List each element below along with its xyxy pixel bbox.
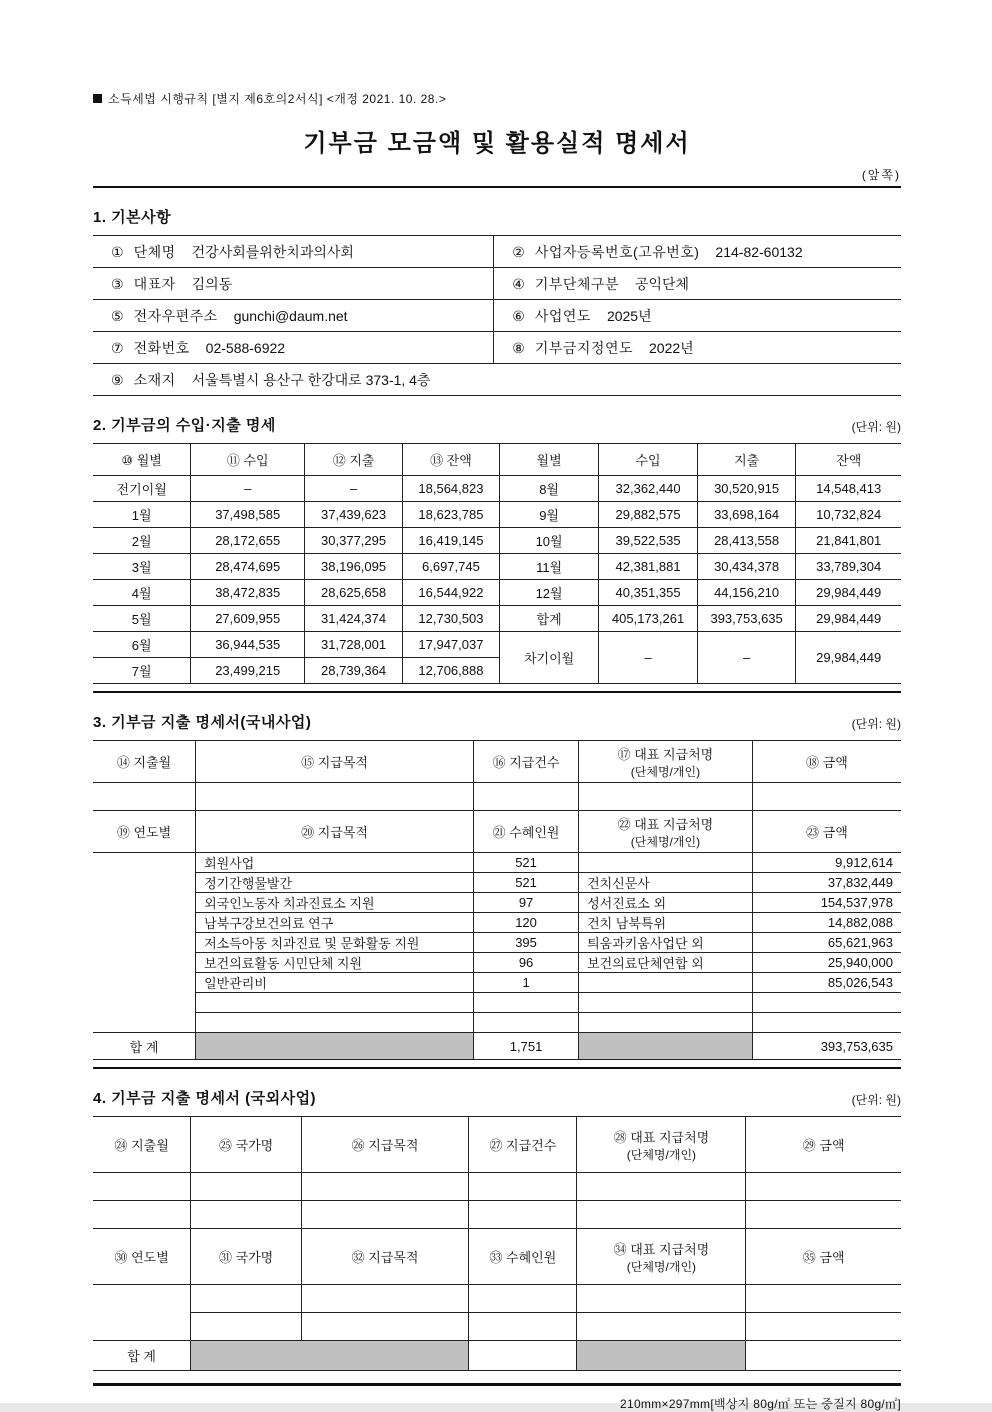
table-row bbox=[93, 1313, 901, 1341]
balance-cell: 29,984,449 bbox=[796, 632, 901, 684]
table-header-row bbox=[93, 1117, 901, 1173]
amount-cell: 25,940,000 bbox=[752, 953, 901, 973]
table-row bbox=[93, 1173, 901, 1201]
basic-info-table bbox=[93, 235, 901, 396]
section4-heading: 4. 기부금 지출 명세서 (국외사업) bbox=[93, 1090, 317, 1107]
empty-cell bbox=[469, 1201, 577, 1229]
column-header bbox=[579, 811, 753, 853]
table-header-row bbox=[93, 1229, 901, 1285]
column-header: ㉜ 지급목적 bbox=[301, 1229, 468, 1285]
income-cell: 32,362,440 bbox=[599, 476, 698, 502]
year-column-cell bbox=[93, 1285, 191, 1341]
column-header bbox=[577, 1229, 746, 1285]
field-value: 김의동 bbox=[191, 275, 233, 292]
empty-cell bbox=[577, 1313, 746, 1341]
field-number: ⑦ bbox=[111, 339, 124, 356]
expense-cell: 31,728,001 bbox=[305, 632, 403, 658]
empty-cell bbox=[469, 1313, 577, 1341]
total-label-cell: 합 계 bbox=[93, 1341, 191, 1371]
field-business-year bbox=[494, 300, 901, 332]
field-label: 대표자 bbox=[133, 275, 176, 292]
purpose-cell: 일반관리비 bbox=[196, 973, 474, 993]
beneficiary-cell: 395 bbox=[474, 933, 579, 953]
field-label: 사업자등록번호(고유번호) bbox=[534, 243, 700, 260]
empty-cell bbox=[93, 783, 196, 811]
empty-cell bbox=[752, 1013, 901, 1033]
column-header: ㉔ 지출월 bbox=[93, 1117, 191, 1173]
balance-cell: 29,984,449 bbox=[796, 606, 901, 632]
table-row bbox=[93, 300, 901, 332]
expense-cell: 30,520,915 bbox=[697, 476, 796, 502]
column-header: 월별 bbox=[499, 444, 598, 476]
empty-cell bbox=[469, 1285, 577, 1313]
table-row bbox=[93, 1013, 901, 1033]
field-number: ⑧ bbox=[512, 339, 525, 356]
empty-cell bbox=[301, 1173, 468, 1201]
table-row bbox=[93, 236, 901, 268]
month-cell: 10월 bbox=[499, 528, 598, 554]
balance-cell: 6,697,745 bbox=[402, 554, 499, 580]
payee-cell bbox=[579, 973, 753, 993]
column-header-main: ⑰ 대표 지급처명 bbox=[617, 746, 714, 762]
column-header: ㉗ 지급건수 bbox=[469, 1117, 577, 1173]
unit-label: (단위: 원) bbox=[851, 717, 901, 731]
month-cell: 2월 bbox=[93, 528, 191, 554]
expense-cell: 28,413,558 bbox=[697, 528, 796, 554]
field-value: 공익단체 bbox=[634, 275, 690, 292]
page-title: 기부금 모금액 및 활용실적 명세서 bbox=[303, 130, 691, 157]
month-cell: 6월 bbox=[93, 632, 191, 658]
empty-cell bbox=[469, 1341, 577, 1371]
empty-cell bbox=[577, 1173, 746, 1201]
empty-cell bbox=[474, 1013, 579, 1033]
section1-heading: 1. 기본사항 bbox=[93, 209, 172, 226]
income-expense-table bbox=[93, 443, 901, 684]
payee-cell bbox=[579, 853, 753, 873]
empty-cell bbox=[579, 1013, 753, 1033]
expense-cell: 393,753,635 bbox=[697, 606, 796, 632]
shaded-cell bbox=[191, 1341, 469, 1371]
empty-cell bbox=[301, 1201, 468, 1229]
section3-heading: 3. 기부금 지출 명세서(국내사업) bbox=[93, 714, 312, 731]
field-label: 전자우편주소 bbox=[133, 307, 218, 324]
beneficiary-cell: 120 bbox=[474, 913, 579, 933]
shaded-cell bbox=[577, 1341, 746, 1371]
empty-cell bbox=[579, 993, 753, 1013]
field-number: ② bbox=[512, 243, 525, 260]
table-row bbox=[93, 364, 901, 396]
column-header bbox=[577, 1117, 746, 1173]
total-label-cell: 합계 bbox=[499, 606, 598, 632]
column-header-sub: (단체명/개인) bbox=[626, 1259, 697, 1274]
amount-cell: 9,912,614 bbox=[752, 853, 901, 873]
table-row bbox=[93, 1285, 901, 1313]
expense-cell: 30,377,295 bbox=[305, 528, 403, 554]
field-phone bbox=[93, 332, 494, 364]
income-cell: – bbox=[191, 476, 305, 502]
table-row bbox=[93, 476, 901, 502]
column-header: ⑭ 지출월 bbox=[93, 741, 196, 783]
payee-cell: 틔움과키움사업단 외 bbox=[579, 933, 753, 953]
field-label: 소재지 bbox=[133, 371, 176, 388]
beneficiary-cell: 1 bbox=[474, 973, 579, 993]
column-header: ⑯ 지급건수 bbox=[474, 741, 579, 783]
income-cell: 28,474,695 bbox=[191, 554, 305, 580]
month-cell: 12월 bbox=[499, 580, 598, 606]
balance-cell: 29,984,449 bbox=[796, 580, 901, 606]
table-row bbox=[93, 554, 901, 580]
empty-cell bbox=[196, 783, 474, 811]
income-cell: 36,944,535 bbox=[191, 632, 305, 658]
field-value: 서울특별시 용산구 한강대로 373-1, 4층 bbox=[191, 371, 431, 388]
table-row bbox=[93, 502, 901, 528]
income-cell: 39,522,535 bbox=[599, 528, 698, 554]
empty-cell bbox=[469, 1173, 577, 1201]
empty-cell bbox=[746, 1173, 901, 1201]
column-header: 지출 bbox=[697, 444, 796, 476]
empty-cell bbox=[191, 1313, 302, 1341]
month-cell: 전기이월 bbox=[93, 476, 191, 502]
column-header: 수입 bbox=[599, 444, 698, 476]
balance-cell: 14,548,413 bbox=[796, 476, 901, 502]
month-cell: 3월 bbox=[93, 554, 191, 580]
balance-cell: 10,732,824 bbox=[796, 502, 901, 528]
empty-cell bbox=[752, 993, 901, 1013]
balance-cell: 33,789,304 bbox=[796, 554, 901, 580]
column-header-sub: (단체명/개인) bbox=[630, 834, 701, 849]
field-label: 전화번호 bbox=[133, 339, 190, 356]
expense-cell: 33,698,164 bbox=[697, 502, 796, 528]
month-cell: 11월 bbox=[499, 554, 598, 580]
empty-cell bbox=[191, 1201, 302, 1229]
section2-heading: 2. 기부금의 수입·지출 명세 bbox=[93, 417, 276, 434]
field-org-type bbox=[494, 268, 901, 300]
column-header: ⑮ 지급목적 bbox=[196, 741, 474, 783]
empty-cell bbox=[474, 783, 579, 811]
column-header: ㉓ 금액 bbox=[752, 811, 901, 853]
column-header: ㉖ 지급목적 bbox=[301, 1117, 468, 1173]
table-row bbox=[93, 332, 901, 364]
purpose-cell: 보건의료활동 시민단체 지원 bbox=[196, 953, 474, 973]
column-header-main: ㉞ 대표 지급처명 bbox=[613, 1241, 710, 1257]
empty-cell bbox=[93, 1201, 191, 1229]
empty-cell bbox=[752, 783, 901, 811]
purpose-cell: 정기간행물발간 bbox=[196, 873, 474, 893]
section-divider bbox=[93, 1067, 901, 1069]
total-row bbox=[93, 1341, 901, 1371]
income-cell: 23,499,215 bbox=[191, 658, 305, 684]
expense-cell: – bbox=[305, 476, 403, 502]
table-header-row bbox=[93, 811, 901, 853]
field-label: 기부금지정연도 bbox=[534, 339, 633, 356]
empty-cell bbox=[191, 1173, 302, 1201]
column-header: 잔액 bbox=[796, 444, 901, 476]
form-reference-note bbox=[93, 90, 901, 107]
table-row bbox=[93, 913, 901, 933]
field-number: ⑨ bbox=[111, 371, 124, 388]
empty-cell bbox=[746, 1313, 901, 1341]
month-cell: 9월 bbox=[499, 502, 598, 528]
income-cell: 40,351,355 bbox=[599, 580, 698, 606]
income-cell: 27,609,955 bbox=[191, 606, 305, 632]
section3-heading-row bbox=[93, 711, 901, 732]
empty-cell bbox=[577, 1285, 746, 1313]
empty-cell bbox=[196, 1013, 474, 1033]
field-org-name bbox=[93, 236, 494, 268]
column-header: ⑲ 연도별 bbox=[93, 811, 196, 853]
table-row bbox=[93, 606, 901, 632]
table-row bbox=[93, 853, 901, 873]
amount-cell: 154,537,978 bbox=[752, 893, 901, 913]
beneficiary-cell: 97 bbox=[474, 893, 579, 913]
balance-cell: 18,564,823 bbox=[402, 476, 499, 502]
amount-cell: 37,832,449 bbox=[752, 873, 901, 893]
purpose-cell: 외국인노동자 치과진료소 지원 bbox=[196, 893, 474, 913]
expense-cell: 37,439,623 bbox=[305, 502, 403, 528]
column-header: ⑪ 수입 bbox=[191, 444, 305, 476]
total-amount-cell: 393,753,635 bbox=[752, 1033, 901, 1060]
field-label: 사업연도 bbox=[534, 307, 591, 324]
table-row bbox=[93, 973, 901, 993]
total-beneficiary-cell: 1,751 bbox=[474, 1033, 579, 1060]
unit-label: (단위: 원) bbox=[851, 1093, 901, 1107]
top-rule bbox=[93, 186, 901, 188]
field-number: ④ bbox=[512, 275, 525, 292]
month-cell: 4월 bbox=[93, 580, 191, 606]
field-value: 2025년 bbox=[606, 307, 652, 324]
amount-cell: 14,882,088 bbox=[752, 913, 901, 933]
purpose-cell: 저소득아동 치과진료 및 문화활동 지원 bbox=[196, 933, 474, 953]
balance-cell: 16,419,145 bbox=[402, 528, 499, 554]
field-number: ⑥ bbox=[512, 307, 525, 324]
field-representative bbox=[93, 268, 494, 300]
empty-cell bbox=[746, 1341, 901, 1371]
empty-cell bbox=[301, 1285, 468, 1313]
total-label-cell: 합 계 bbox=[93, 1033, 196, 1060]
expense-cell: 38,196,095 bbox=[305, 554, 403, 580]
beneficiary-cell: 96 bbox=[474, 953, 579, 973]
expense-cell: – bbox=[697, 632, 796, 684]
beneficiary-cell: 521 bbox=[474, 873, 579, 893]
column-header: ⑩ 월별 bbox=[93, 444, 191, 476]
table-row bbox=[93, 893, 901, 913]
table-row bbox=[93, 993, 901, 1013]
purpose-cell: 남북구강보건의료 연구 bbox=[196, 913, 474, 933]
amount-cell: 85,026,543 bbox=[752, 973, 901, 993]
expense-cell: 30,434,378 bbox=[697, 554, 796, 580]
field-number: ① bbox=[111, 243, 124, 260]
empty-cell bbox=[474, 993, 579, 1013]
income-cell: 405,173,261 bbox=[599, 606, 698, 632]
bottom-rule bbox=[93, 1383, 901, 1386]
column-header: ⑱ 금액 bbox=[752, 741, 901, 783]
field-value: 건강사회를위한치과의사회 bbox=[191, 243, 354, 260]
payee-cell: 보건의료단체연합 외 bbox=[579, 953, 753, 973]
paper-spec-footer: 210mm×297mm[백상지 80g/㎡ 또는 중질지 80g/㎡] bbox=[620, 1397, 901, 1411]
year-column-cell bbox=[93, 853, 196, 1033]
column-header-sub: (단체명/개인) bbox=[626, 1147, 697, 1162]
table-row bbox=[93, 632, 901, 658]
field-label: 기부단체구분 bbox=[534, 275, 619, 292]
payee-cell: 성서진료소 외 bbox=[579, 893, 753, 913]
table-row bbox=[93, 1201, 901, 1229]
column-header-main: ㉘ 대표 지급처명 bbox=[613, 1129, 710, 1145]
balance-cell: 17,947,037 bbox=[402, 632, 499, 658]
field-value: gunchi@daum.net bbox=[233, 307, 348, 324]
income-cell: 42,381,881 bbox=[599, 554, 698, 580]
payee-cell: 건치신문사 bbox=[579, 873, 753, 893]
income-cell: 37,498,585 bbox=[191, 502, 305, 528]
expense-cell: 28,625,658 bbox=[305, 580, 403, 606]
column-header bbox=[579, 741, 753, 783]
section2-heading-row bbox=[93, 414, 901, 435]
field-designation-year bbox=[494, 332, 901, 364]
balance-cell: 12,730,503 bbox=[402, 606, 499, 632]
empty-cell bbox=[579, 783, 753, 811]
section4-heading-row bbox=[93, 1087, 901, 1108]
column-header: ㉑ 수혜인원 bbox=[474, 811, 579, 853]
shaded-cell bbox=[196, 1033, 474, 1060]
overseas-expense-table bbox=[93, 1116, 901, 1371]
income-cell: 28,172,655 bbox=[191, 528, 305, 554]
empty-cell bbox=[746, 1201, 901, 1229]
empty-cell bbox=[301, 1313, 468, 1341]
field-address bbox=[93, 364, 901, 396]
field-email bbox=[93, 300, 494, 332]
expense-cell: 28,739,364 bbox=[305, 658, 403, 684]
column-header: ㉛ 국가명 bbox=[191, 1229, 302, 1285]
column-header: ㉝ 수혜인원 bbox=[469, 1229, 577, 1285]
table-row bbox=[93, 528, 901, 554]
column-header: ㉚ 연도별 bbox=[93, 1229, 191, 1285]
balance-cell: 18,623,785 bbox=[402, 502, 499, 528]
field-number: ⑤ bbox=[111, 307, 124, 324]
balance-cell: 16,544,922 bbox=[402, 580, 499, 606]
field-business-number bbox=[494, 236, 901, 268]
column-header: ㉙ 금액 bbox=[746, 1117, 901, 1173]
field-number: ③ bbox=[111, 275, 124, 292]
field-value: 2022년 bbox=[649, 339, 694, 356]
table-header-row bbox=[93, 444, 901, 476]
balance-cell: 21,841,801 bbox=[796, 528, 901, 554]
column-header: ⑳ 지급목적 bbox=[196, 811, 474, 853]
carryover-label-cell: 차기이월 bbox=[499, 632, 598, 684]
income-cell: 29,882,575 bbox=[599, 502, 698, 528]
column-header-sub: (단체명/개인) bbox=[630, 764, 701, 779]
field-label: 단체명 bbox=[133, 243, 176, 260]
payee-cell: 건치 남북특위 bbox=[579, 913, 753, 933]
income-cell: 38,472,835 bbox=[191, 580, 305, 606]
table-row bbox=[93, 953, 901, 973]
table-row bbox=[93, 933, 901, 953]
field-value: 214-82-60132 bbox=[715, 243, 803, 260]
purpose-cell: 회원사업 bbox=[196, 853, 474, 873]
form-reference-text: 소득세법 시행규칙 [별지 제6호의2서식] <개정 2021. 10. 28.> bbox=[108, 92, 447, 106]
column-header: ⑫ 지출 bbox=[305, 444, 403, 476]
total-row bbox=[93, 1033, 901, 1060]
empty-cell bbox=[746, 1285, 901, 1313]
section1-heading-row bbox=[93, 206, 901, 227]
table-header-row bbox=[93, 741, 901, 783]
column-header: ㉟ 금액 bbox=[746, 1229, 901, 1285]
column-header: ⑬ 잔액 bbox=[402, 444, 499, 476]
section-divider bbox=[93, 691, 901, 693]
balance-cell: 12,706,888 bbox=[402, 658, 499, 684]
empty-cell bbox=[191, 1285, 302, 1313]
empty-cell bbox=[577, 1201, 746, 1229]
month-cell: 7월 bbox=[93, 658, 191, 684]
table-row bbox=[93, 580, 901, 606]
page-side-label: (앞쪽) bbox=[861, 168, 901, 182]
expense-cell: 31,424,374 bbox=[305, 606, 403, 632]
square-bullet-icon bbox=[93, 94, 102, 103]
column-header: ㉕ 국가명 bbox=[191, 1117, 302, 1173]
table-row bbox=[93, 783, 901, 811]
month-cell: 1월 bbox=[93, 502, 191, 528]
unit-label: (단위: 원) bbox=[851, 420, 901, 434]
empty-cell bbox=[93, 1173, 191, 1201]
expense-cell: 44,156,210 bbox=[697, 580, 796, 606]
domestic-expense-table bbox=[93, 740, 901, 1060]
table-row bbox=[93, 268, 901, 300]
beneficiary-cell: 521 bbox=[474, 853, 579, 873]
income-cell: – bbox=[599, 632, 698, 684]
amount-cell: 65,621,963 bbox=[752, 933, 901, 953]
empty-cell bbox=[196, 993, 474, 1013]
month-cell: 8월 bbox=[499, 476, 598, 502]
month-cell: 5월 bbox=[93, 606, 191, 632]
column-header-main: ㉒ 대표 지급처명 bbox=[617, 816, 714, 832]
shaded-cell bbox=[579, 1033, 753, 1060]
table-row bbox=[93, 873, 901, 893]
field-value: 02-588-6922 bbox=[205, 339, 286, 356]
